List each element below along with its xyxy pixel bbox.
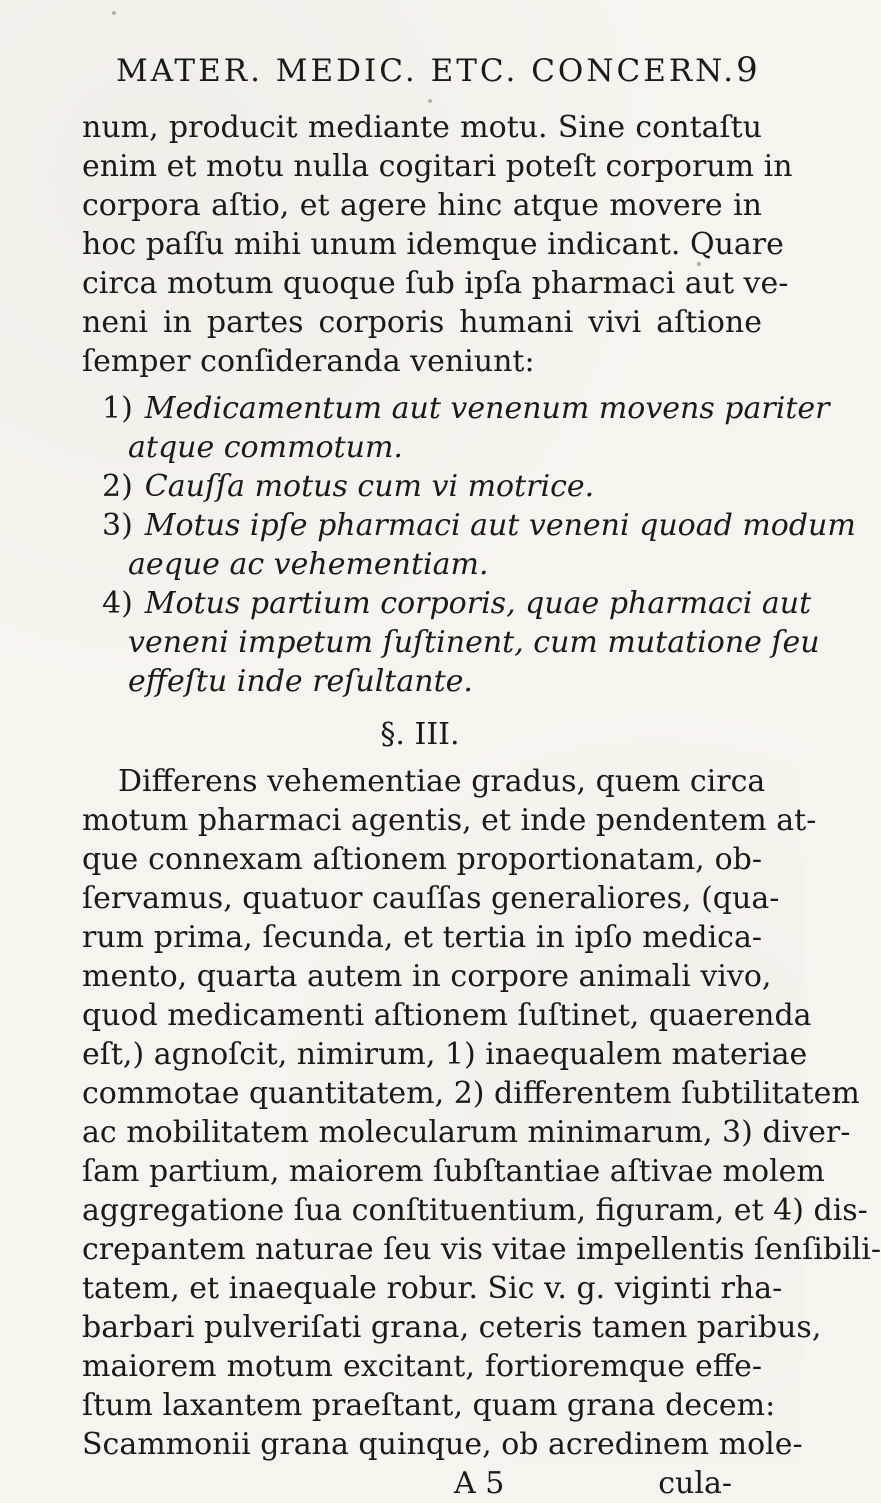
page-footer bbox=[82, 1464, 732, 1503]
text-line: corpora aſtio, et agere hinc atque movere in bbox=[82, 188, 762, 223]
paragraph-line: rum prima, ſecunda, et tertia in ipſo medica- bbox=[82, 920, 762, 955]
list-item-3: 3) Motus ipſe pharmaci aut veneni quoad modum bbox=[102, 508, 856, 543]
paragraph-line: eſt,) agnoſcit, nimirum, 1) inaequalem materiae bbox=[82, 1037, 808, 1072]
page-text bbox=[82, 108, 881, 1503]
list-item-2: 2) Cauſſa motus cum vi motrice. bbox=[102, 469, 595, 504]
paragraph-line: crepantem naturae ſeu vis vitae impellentis ſenſibili- bbox=[82, 1232, 881, 1267]
paragraph-line: tatem, et inaequale robur. Sic v. g. viginti rha- bbox=[82, 1271, 783, 1306]
paragraph-line: ſtum laxantem praeſtant, quam grana decem: bbox=[82, 1388, 776, 1423]
paragraph-line: maiorem motum excitant, fortioremque effe- bbox=[82, 1349, 762, 1384]
paragraph-line: aggregatione ſua conſtituentium, figuram, et 4) dis- bbox=[82, 1193, 868, 1228]
spacing bbox=[82, 381, 762, 389]
text-line: hoc paſſu mihi unum idemque indicant. Quare bbox=[82, 227, 784, 262]
spacing bbox=[82, 754, 762, 762]
paragraph-line: commotae quantitatem, 2) differentem ſubtilitatem bbox=[82, 1076, 860, 1111]
catchword: cula- bbox=[658, 1466, 732, 1501]
paragraph-line: barbari pulveriſati grana, ceteris tamen paribus, bbox=[82, 1310, 822, 1345]
list-item-3-continuation: aeque ac vehementiam. bbox=[128, 547, 489, 582]
paragraph-line: Differens vehementiae gradus, quem circa bbox=[118, 764, 766, 799]
running-header bbox=[116, 50, 761, 92]
page-number: 9 bbox=[736, 50, 761, 90]
list-item-4: 4) Motus partium corporis, quae pharmaci aut bbox=[102, 586, 812, 621]
paragraph-line: mento, quarta autem in corpore animali vivo, bbox=[82, 959, 772, 994]
paragraph-line: ſervamus, quatuor cauſſas generaliores, (qua- bbox=[82, 881, 780, 916]
header-title: MATER. MEDIC. ETC. CONCERN. bbox=[116, 53, 737, 89]
text-line: ſemper conſideranda veniunt: bbox=[82, 344, 535, 379]
list-item-4-continuation: effeſtu inde reſultante. bbox=[128, 664, 473, 699]
paragraph-line: quod medicamenti aſtionem ſuſtinet, quaerenda bbox=[82, 998, 812, 1033]
paragraph-line: ſam partium, maiorem ſubſtantiae aſtivae molem bbox=[82, 1154, 825, 1189]
list-item-1: 1) Medicamentum aut venenum movens pariter bbox=[102, 391, 830, 426]
signature-mark: A 5 bbox=[454, 1466, 505, 1501]
section-heading: §. III. bbox=[380, 717, 460, 752]
text-line: neni in partes corporis humani vivi aſtione bbox=[82, 305, 762, 340]
ink-speck bbox=[112, 11, 116, 15]
paragraph-line: motum pharmaci agentis, et inde pendentem at- bbox=[82, 803, 817, 838]
text-line: num, producit mediante motu. Sine contaſtu bbox=[82, 110, 762, 145]
list-item-1-continuation: atque commotum. bbox=[128, 430, 403, 465]
spacing bbox=[82, 701, 762, 715]
text-line: circa motum quoque ſub ipſa pharmaci aut ve- bbox=[82, 266, 789, 301]
paragraph-line: que connexam aſtionem proportionatam, ob- bbox=[82, 842, 762, 877]
paragraph-line: Scammonii grana quinque, ob acredinem mole- bbox=[82, 1427, 803, 1462]
paragraph-line: ac mobilitatem molecularum minimarum, 3) diver- bbox=[82, 1115, 851, 1150]
ink-speck bbox=[428, 99, 432, 103]
list-item-4-continuation: veneni impetum ſuſtinent, cum mutatione ſeu bbox=[128, 625, 820, 660]
text-line: enim et motu nulla cogitari poteſt corporum in bbox=[82, 149, 793, 184]
